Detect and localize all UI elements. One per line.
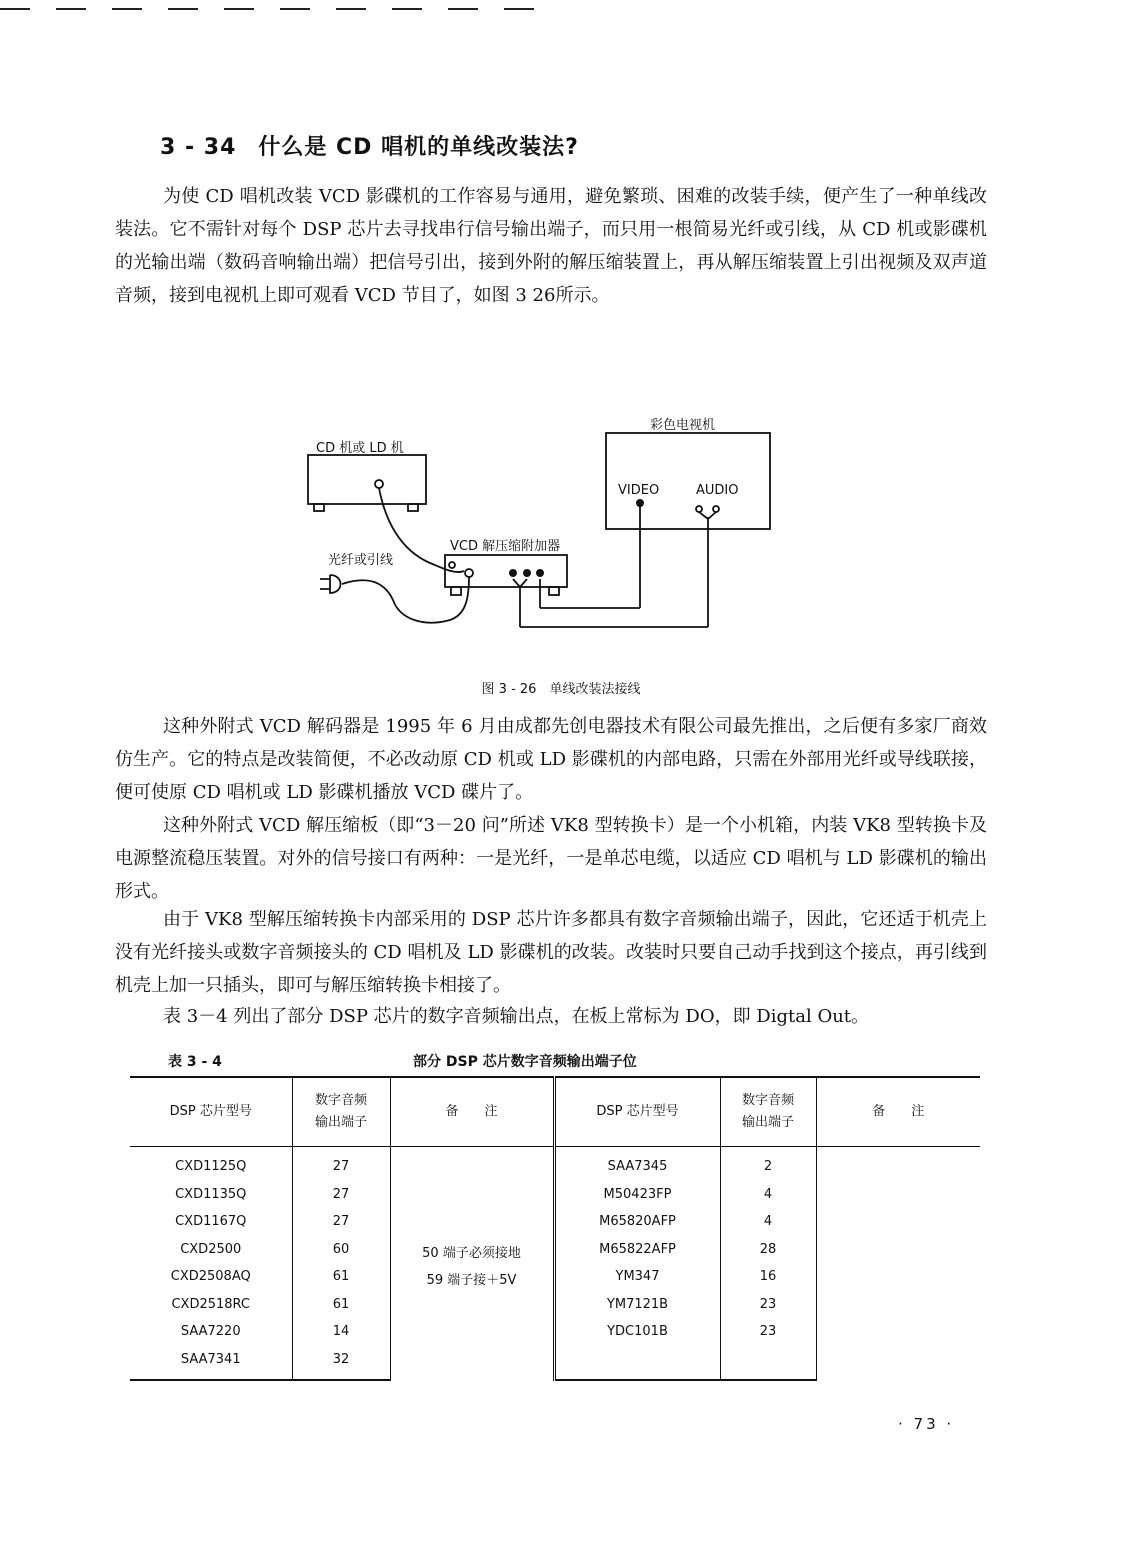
table-cell: 32: [292, 1346, 390, 1381]
paragraph-decoder-origin: 这种外附式 VCD 解码器是 1995 年 6 月由成都先创电器技术有限公司最先推出，之后便有多家厂商效仿生产。它的特点是改装简便，不必改动原 CD 机或 LD 影碟机的内部电路，只需在外部用光纤或导线联接，便可使原 CD 唱机或 LD 影碟机播放 VCD 碟片了。: [115, 716, 987, 803]
header-note-left: 备 注: [390, 1077, 554, 1147]
label-audio: AUDIO: [696, 483, 739, 498]
label-decoder: VCD 解压缩附加器: [450, 539, 561, 554]
table-title: 部分 DSP 芯片数字音频输出端子位: [413, 1054, 637, 1070]
table-cell: YDC101B: [554, 1318, 720, 1346]
table-cell: M65820AFP: [554, 1208, 720, 1236]
table-cell: 14: [292, 1318, 390, 1346]
table-cell: 23: [720, 1318, 816, 1346]
wiring-diagram: [290, 405, 790, 645]
label-cd-player: CD 机或 LD 机: [316, 441, 404, 456]
header-pin-left: 数字音频 输出端子: [292, 1077, 390, 1147]
note-5v: 59 端子接＋5V: [426, 1272, 517, 1288]
table-cell: SAA7220: [130, 1318, 292, 1346]
table-cell: 28: [720, 1236, 816, 1264]
dsp-pin-table: [130, 1076, 980, 1381]
page-number: · 73 ·: [898, 1415, 955, 1433]
table-cell: 27: [292, 1181, 390, 1209]
table-row: [130, 1147, 980, 1181]
table-cell: 27: [292, 1208, 390, 1236]
paragraph-intro: 为使 CD 唱机改装 VCD 影碟机的工作容易与通用，避免繁琐、困难的改装手续，便产生了一种单线改装法。它不需针对每个 DSP 芯片去寻找串行信号输出端子，而只用一根简易光纤或引线，从 CD 机或影碟机的光输出端（数码音响输出端）把信号引出，接到外附的解压缩装置上，再从解压缩装置上引出视频及双声道音频，接到电视机上即可观看 VCD 节目了，如图 3 26所示。: [115, 186, 987, 306]
table-cell: CXD1125Q: [130, 1147, 292, 1181]
table-cell: 23: [720, 1291, 816, 1319]
table-cell: 61: [292, 1291, 390, 1319]
header-model-left: DSP 芯片型号: [130, 1077, 292, 1147]
table-cell: [554, 1346, 720, 1381]
table-cell: SAA7341: [130, 1346, 292, 1381]
label-fiber: 光纤或引线: [328, 553, 394, 568]
header-note-right: 备 注: [816, 1077, 980, 1147]
table-cell: YM7121B: [554, 1291, 720, 1319]
header-model-right: DSP 芯片型号: [554, 1077, 720, 1147]
table-cell: M65822AFP: [554, 1236, 720, 1264]
paragraph-table-intro: 表 3－4 列出了部分 DSP 芯片的数字音频输出点，在板上常标为 DO，即 Digtal Out。: [163, 1006, 870, 1027]
section-heading: [160, 130, 579, 161]
figure-caption: 图 3 - 26 单线改装法接线: [481, 682, 641, 697]
table-cell: 60: [292, 1236, 390, 1264]
tv-box: [606, 433, 770, 529]
table-cell: CXD2518RC: [130, 1291, 292, 1319]
label-color-tv: 彩色电视机: [650, 418, 716, 433]
table-cell: M50423FP: [554, 1181, 720, 1209]
note-left-cell: [390, 1147, 554, 1381]
section-title: 什么是 CD 唱机的单线改装法?: [258, 135, 579, 160]
table-cell: [720, 1346, 816, 1381]
table-cell: 27: [292, 1147, 390, 1181]
paragraph-digital-output: 由于 VK8 型解压缩转换卡内部采用的 DSP 芯片许多都具有数字音频输出端子，因此，它还适于机壳上没有光纤接头或数字音频接头的 CD 唱机及 LD 影碟机的改装。改装时只要自己动手找到这个接点，再引线到机壳上加一只插头，即可与解压缩转换卡相接了。: [115, 909, 987, 996]
note-ground: 50 端子必须接地: [422, 1245, 521, 1261]
table-header-row: [130, 1077, 980, 1147]
table-cell: 61: [292, 1263, 390, 1291]
table-cell: SAA7345: [554, 1147, 720, 1181]
table-cell: 2: [720, 1147, 816, 1181]
table-cell: 16: [720, 1263, 816, 1291]
top-dashed-rule: [0, 8, 560, 10]
table-number: 表 3 - 4: [168, 1054, 222, 1070]
table-cell: CXD2500: [130, 1236, 292, 1264]
cd-player-box: [308, 455, 426, 504]
note-right-cell: [816, 1147, 980, 1381]
label-video: VIDEO: [618, 483, 660, 498]
section-number: 3 - 34: [160, 135, 237, 160]
table-cell: YM347: [554, 1263, 720, 1291]
table-cell: 4: [720, 1208, 816, 1236]
table-cell: CXD1135Q: [130, 1181, 292, 1209]
table-cell: CXD1167Q: [130, 1208, 292, 1236]
table-cell: 4: [720, 1181, 816, 1209]
paragraph-decoder-box: 这种外附式 VCD 解压缩板（即“3－20 问”所述 VK8 型转换卡）是一个小机箱，内装 VK8 型转换卡及电源整流稳压装置。对外的信号接口有两种：一是光纤，一是单芯电缆，以适应 CD 唱机与 LD 影碟机的输出形式。: [115, 815, 987, 902]
table-caption: [0, 1051, 1122, 1073]
table-cell: CXD2508AQ: [130, 1263, 292, 1291]
header-pin-right: 数字音频 输出端子: [720, 1077, 816, 1147]
